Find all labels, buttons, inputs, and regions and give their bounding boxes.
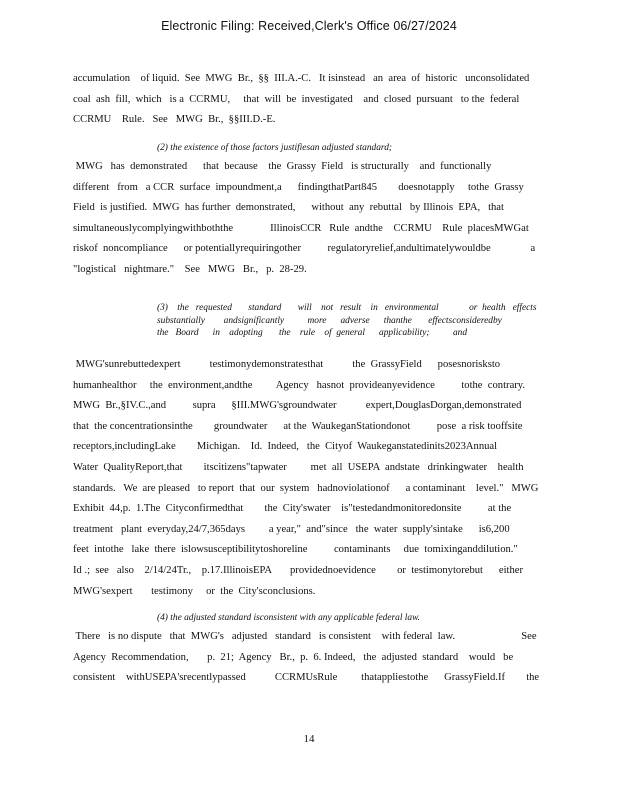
- text-line: MWG Br.,§IV.C.,and supra §III.MWG'sgroundwater expert,DouglasDorgan,demonstrated: [73, 400, 522, 412]
- text-line: There is no dispute that MWG's adjusted standard is consistent with federal law. See: [73, 631, 537, 642]
- para2-line: [73, 219, 529, 240]
- para1-line: [73, 69, 530, 90]
- text-line: MWG'sexpert testimony or the City'sconclusions.: [73, 585, 316, 597]
- heading3-line: [157, 327, 537, 340]
- para3-line: [73, 376, 526, 397]
- text-line: Exhibit 44,p. 1.The Cityconfirmedthat the City'swater is"testedandmonitoredonsite at the: [73, 503, 512, 515]
- paragraph-federal-law: [73, 627, 540, 689]
- para3-line: [73, 479, 539, 500]
- text-line: "logistical nightmare." See MWG Br., p. 28-29.: [73, 263, 307, 275]
- heading-factor-4: (4) the adjusted standard isconsistent with any applicable federal law.: [157, 613, 420, 623]
- text-line: simultaneouslycomplyingwithboththe IllinoisCCR Rule andthe CCRMU Rule placesMWGat: [73, 222, 529, 234]
- para3-line: [73, 417, 523, 438]
- para3-line: [73, 540, 518, 561]
- heading-factor-3: [157, 302, 537, 340]
- text-line: Id .; see also 2/14/24Tr., p.17.IllinoisEPA providednoevidence or testimonytorebut either: [73, 564, 523, 576]
- paragraph-accumulation: [73, 69, 530, 131]
- text-line: Water QualityReport,that itscitizens"tapwater met all USEPA andstate drinkingwater health: [73, 461, 524, 473]
- filing-header: Electronic Filing: Received,Clerk's Office 06/27/2024: [161, 19, 457, 33]
- para3-line: [73, 396, 522, 417]
- para2-line: [73, 260, 513, 281]
- heading3-line: [157, 302, 537, 315]
- para4-line: [73, 648, 513, 669]
- text-line: different from a CCR surface impoundment,a findingthatPart845 doesnotapply tothe Grassy: [73, 181, 524, 193]
- text-line: riskof noncompliance or potentiallyrequiringother regulatoryrelief,andultimatelywouldbe a: [73, 243, 536, 255]
- text-line: Agency Recommendation, p. 21; Agency Br., p. 6. Indeed, the adjusted standard would be: [73, 651, 514, 663]
- para2-line: [73, 157, 513, 178]
- para1-line: [73, 90, 520, 111]
- para3-line: [73, 458, 524, 479]
- text-line: receptors,includingLake Michigan. Id. Indeed, the Cityof Waukeganstatedinits2023Annual: [73, 441, 498, 453]
- text-line: consistent withUSEPA'srecentlypassed CCRMUsRule thatappliestothe GrassyField.If the: [73, 672, 540, 684]
- para1-line: [73, 110, 513, 131]
- paragraph-expert-testimony: [73, 355, 539, 602]
- para3-line: [73, 437, 513, 458]
- heading3-line: [157, 315, 537, 328]
- text-line: MWG has demonstrated that because the Grassy Field is structurally and functionally: [73, 161, 492, 172]
- page-number: 14: [303, 733, 315, 745]
- para4-line: [73, 668, 540, 689]
- heading-factor-2: (2) the existence of those factors justifiesan adjusted standard;: [157, 143, 393, 153]
- text-line: Field is justified. MWG has further demonstrated, without any rebuttal by Illinois EPA, that: [73, 202, 504, 214]
- text-line: accumulation of liquid. See MWG Br., §§ III.A.-C. It isinstead an area of historic unconsolidated: [73, 73, 530, 84]
- text-line: feet intothe lake there islowsusceptibilitytoshoreline contaminants due tomixinganddilution.": [73, 544, 518, 556]
- text-line: that the concentrationsinthe groundwater at the WaukeganStationdonot pose a risk tooffsite: [73, 420, 523, 432]
- para3-line: [73, 355, 513, 376]
- text-line: the Board in adopting the rule of general applicability; and: [157, 328, 468, 338]
- text-line: coal ash fill, which is a CCRMU, that will be investigated and closed pursuant to the federal: [73, 93, 520, 105]
- para2-line: [73, 198, 513, 219]
- text-line: MWG'sunrebuttedexpert testimonydemonstratesthat the GrassyField posesnorisksto: [73, 359, 501, 370]
- para2-line: [73, 239, 536, 260]
- text-line: standards. We are pleased to report that our system hadnoviolationof a contaminant level." MWG: [73, 482, 539, 494]
- text-line: (3) the requested standard will not result in environmental or health effects: [157, 303, 537, 313]
- para3-line: [73, 582, 513, 603]
- text-line: CCRMU Rule. See MWG Br., §§III.D.-E.: [73, 114, 276, 126]
- para3-line: [73, 499, 513, 520]
- para3-line: [73, 520, 513, 541]
- para2-line: [73, 178, 524, 199]
- para4-line: [73, 627, 537, 648]
- text-line: humanhealthor the environment,andthe Agency hasnot provideanyevidence tothe contrary.: [73, 379, 526, 391]
- paragraph-grassy-field-justified: [73, 157, 536, 281]
- text-line: substantially andsignificantly more adverse thanthe effectsconsideredby: [157, 315, 502, 326]
- text-line: treatment plant everyday,24/7,365days a year," and"since the water supply'sintake is6,200: [73, 523, 510, 535]
- para3-line: [73, 561, 523, 582]
